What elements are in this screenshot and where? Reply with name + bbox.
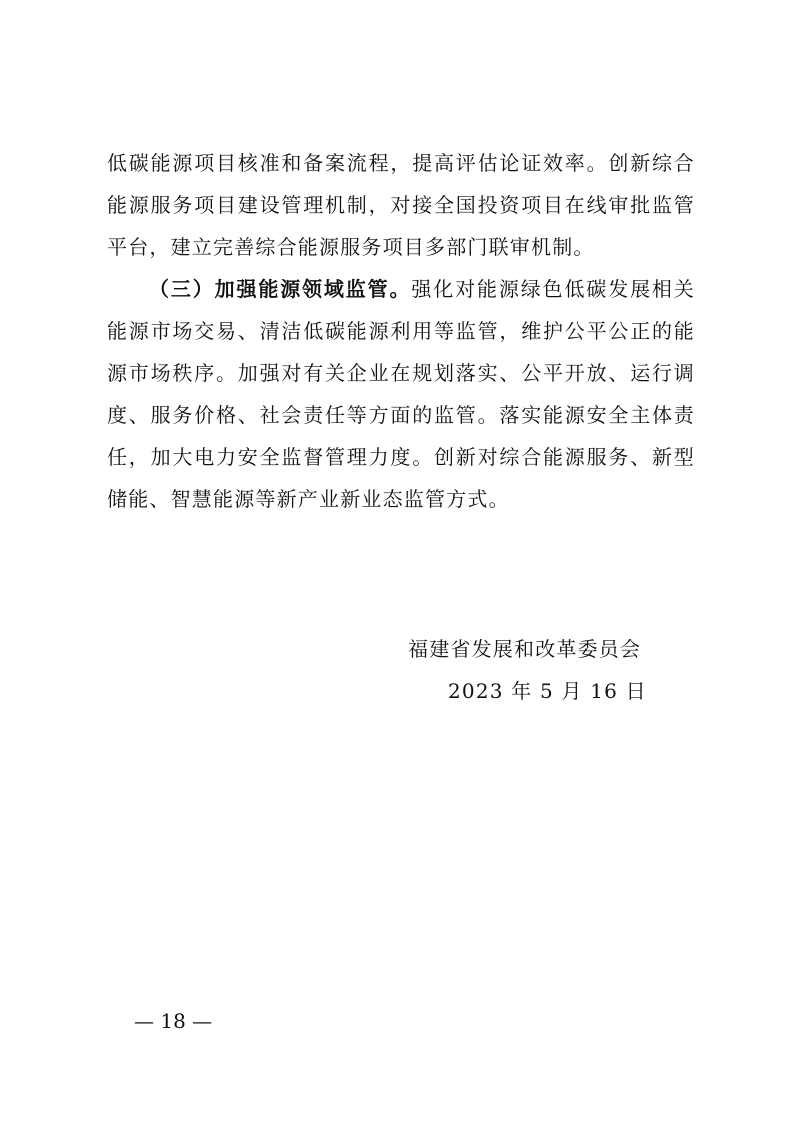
paragraph-text: 低碳能源项目核准和备案流程，提高评估论证效率。创新综合能源服务项目建设管理机制，对接全国投资项目在线审批监管平台，建立完善综合能源服务项目多部门联审机制。	[107, 151, 695, 259]
paragraph-section-three	[107, 268, 695, 520]
issue-date: 2023 年 5 月 16 日	[448, 679, 647, 703]
page-number: — 18 —	[134, 1009, 213, 1033]
signature-block	[408, 628, 658, 712]
paragraph-continued	[107, 142, 695, 268]
document-body	[107, 142, 695, 520]
paragraph-text: 强化对能源绿色低碳发展相关能源市场交易、清洁低碳能源利用等监管，维护公平公正的能源市场秩序。加强对有关企业在规划落实、公平开放、运行调度、服务价格、社会责任等方面的监管。落实能源安全主体责任，加大电力安全监督管理力度。创新对综合能源服务、新型储能、智慧能源等新产业新业态监管方式。	[107, 277, 695, 511]
issuing-organization: 福建省发展和改革委员会	[408, 637, 642, 661]
section-heading: （三）加强能源领域监管。	[149, 277, 412, 301]
